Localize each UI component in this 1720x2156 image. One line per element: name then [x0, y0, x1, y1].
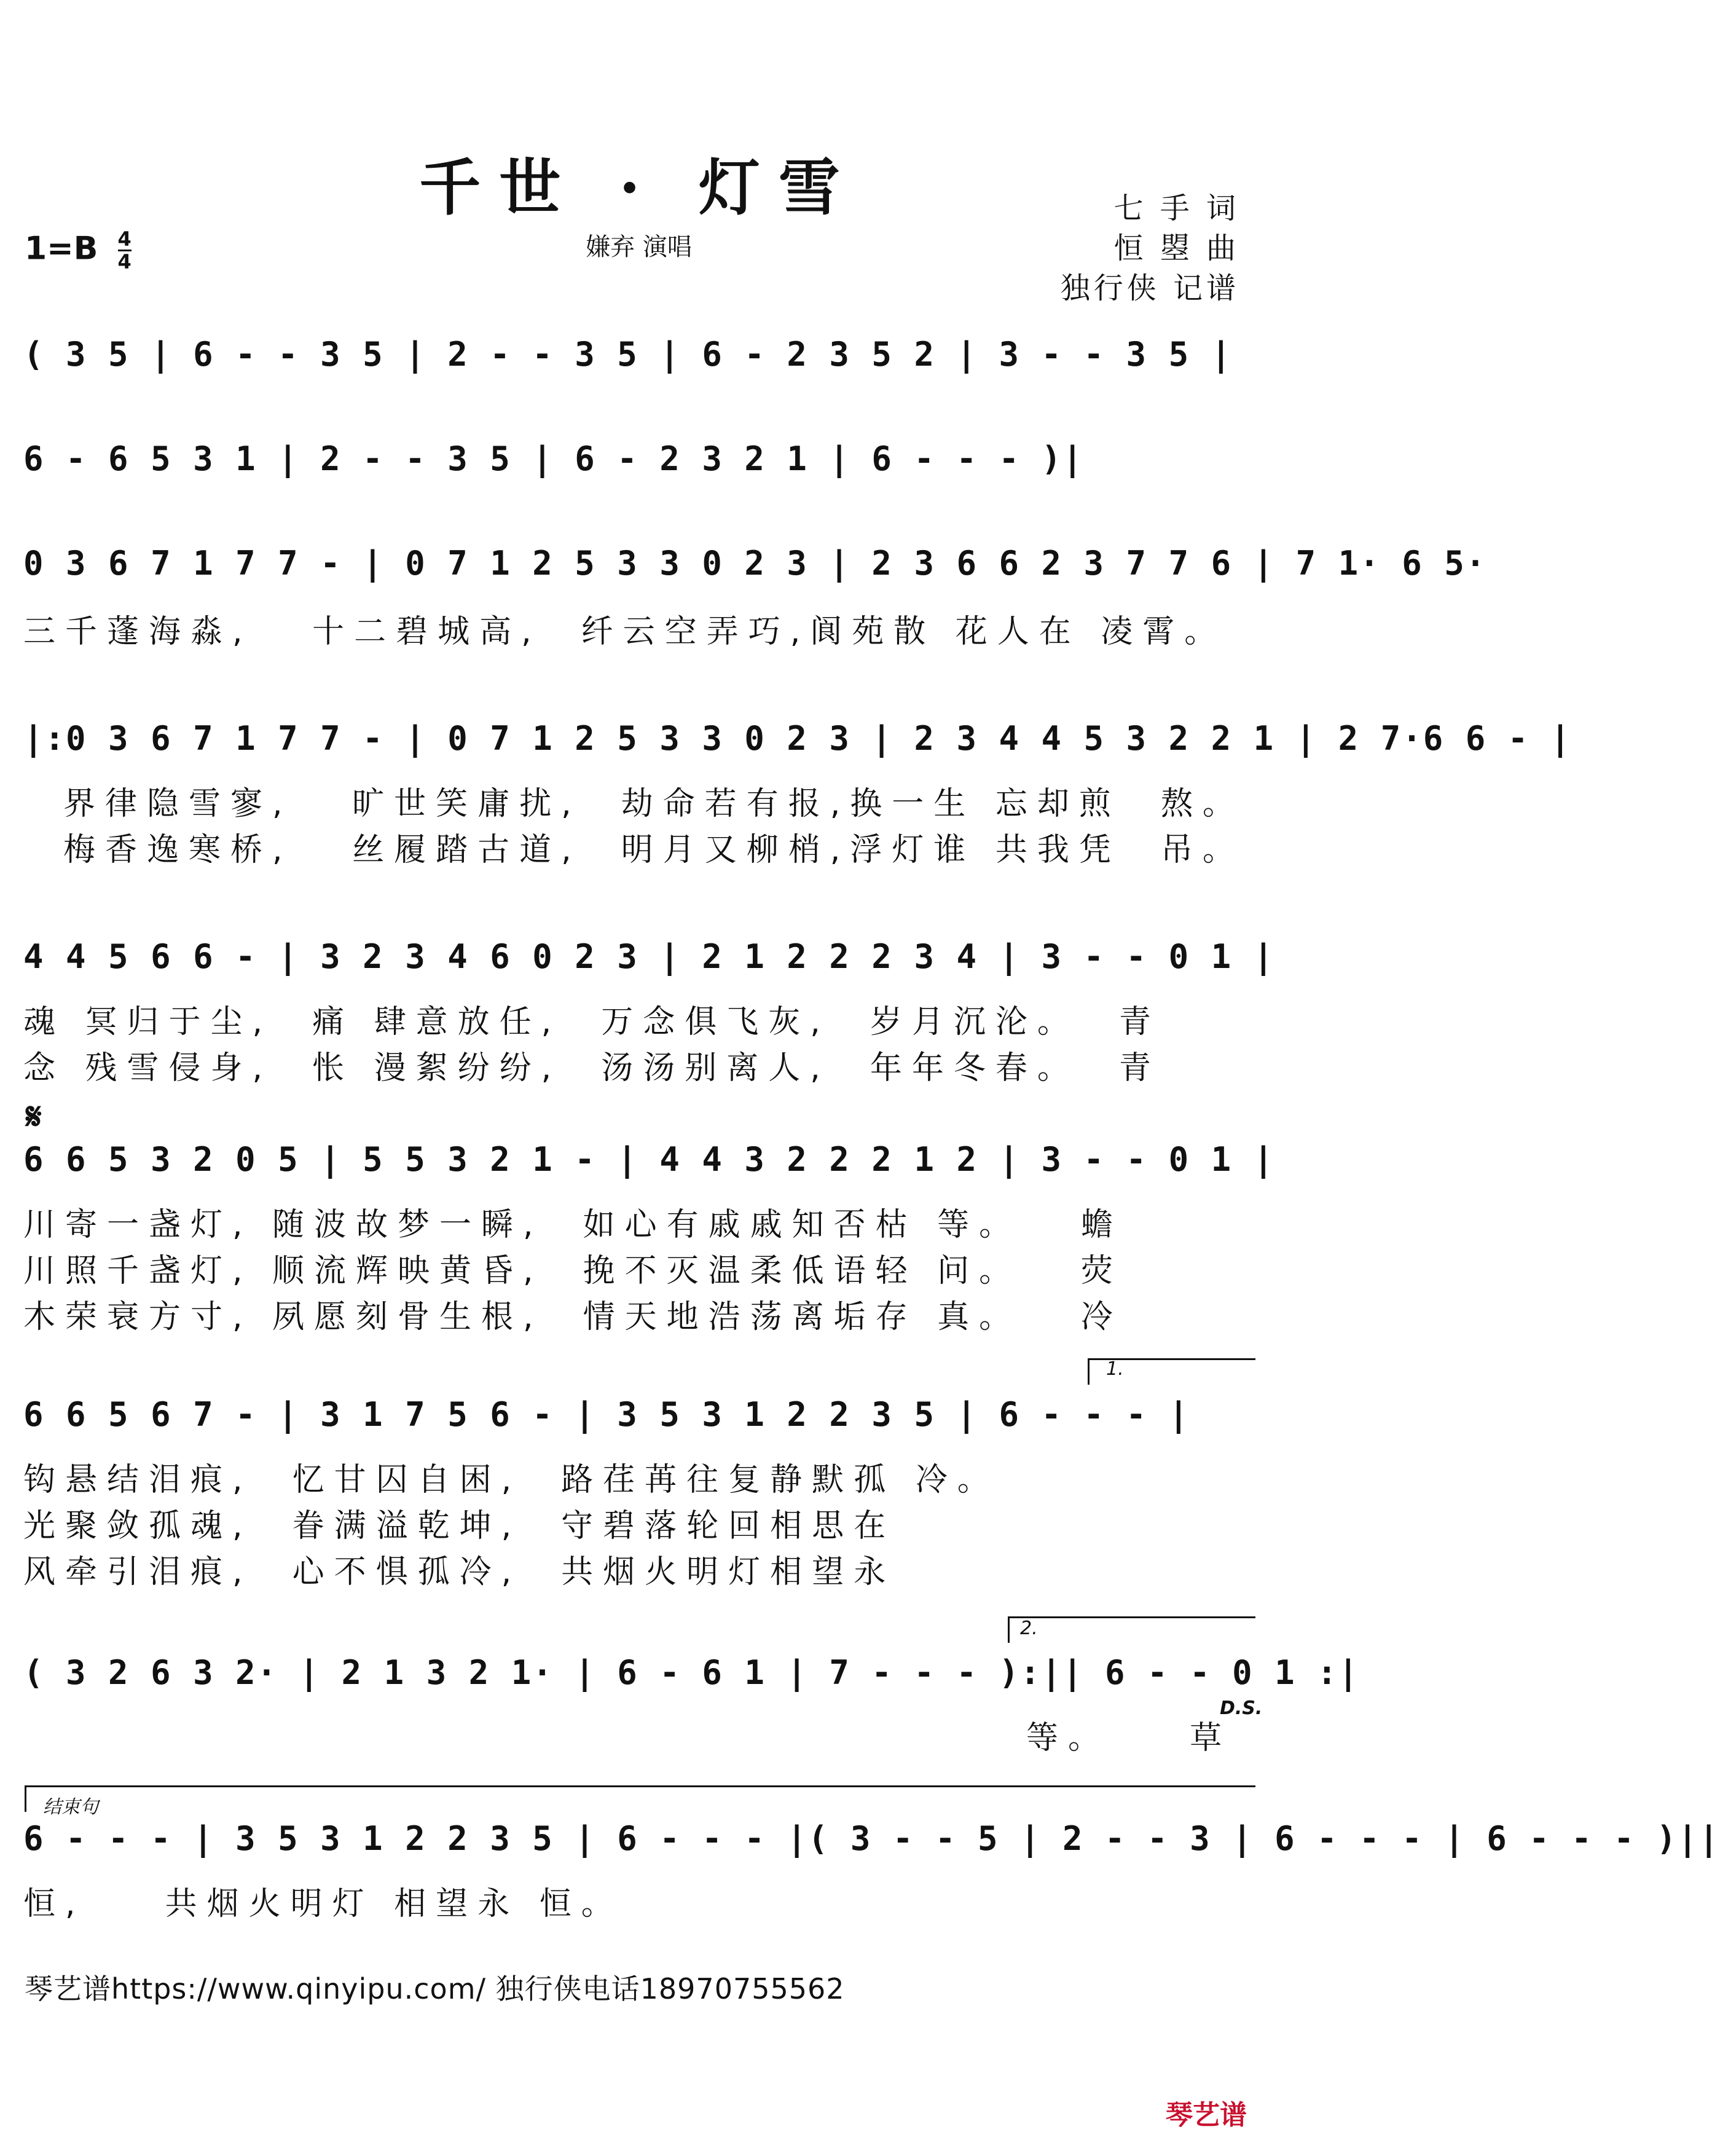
score-line-4: |:0 3 6 7 1 7 7 - | 0 7 1 2 5 3 3 0 2 3 | 2 3 4 4 5 3 2 2 1 | 2 7·6 6 - | — [23, 719, 1572, 758]
lyricist-credit: 七 手 词 — [1113, 191, 1239, 226]
lyric-line-3: 三千蓬海淼, 十二碧城高, 纤云空弄巧,阆苑散 花人在 凌霄。 — [23, 613, 1227, 650]
volta-1-label: 1. — [1106, 1358, 1124, 1380]
score-line-5: 4 4 5 6 6 - | 3 2 3 4 6 0 2 3 | 2 1 2 2 2 3 4 | 3 - - 0 1 | — [23, 937, 1275, 976]
score-line-8: ( 3 2 6 3 2· | 2 1 3 2 1· | 6 - 6 1 | 7 - - - ):|| 6 - - 0 1 :| — [23, 1653, 1360, 1692]
ending-label: 结束句 — [43, 1796, 98, 1818]
lyric-line-5b: 念 残雪侵身, 怅 漫絮纷纷, 汤汤别离人, 年年冬春。 青 — [23, 1050, 1161, 1087]
lyric-line-4a: 界律隐雪寥, 旷世笑庸扰, 劫命若有报,换一生 忘却煎 熬。 — [23, 785, 1244, 822]
lyric-line-9: 恒, 共烟火明灯 相望永 恒。 — [23, 1886, 623, 1922]
lyric-line-6c: 木荣衰方寸, 夙愿刻骨生根, 情天地浩荡离垢存 真。 冷 — [23, 1299, 1123, 1336]
score-line-2: 6 - 6 5 3 1 | 2 - - 3 5 | 6 - 2 3 2 1 | 6 - - - )| — [23, 439, 1084, 478]
site-logo: 琴艺谱 — [1166, 2099, 1247, 2131]
footer-text: 琴艺谱https://www.qinyipu.com/ 独行侠电话18970755562 — [25, 1972, 845, 2005]
singer-credit: 嫌弃 演唱 — [586, 233, 692, 261]
lyric-line-7c: 风牵引泪痕, 心不惧孤冷, 共烟火明灯相望永 — [23, 1554, 896, 1591]
time-top: 4 — [117, 227, 132, 251]
song-title: 千世 · 灯雪 — [419, 151, 858, 224]
lyric-line-8: 等。 草 — [1026, 1720, 1232, 1757]
dal-segno-mark: D.S. — [1220, 1698, 1263, 1719]
lyric-line-6b: 川照千盏灯, 顺流辉映黄昏, 挽不灭温柔低语轻 问。 荧 — [23, 1253, 1123, 1289]
lyric-line-7b: 光聚敛孤魂, 眷满溢乾坤, 守碧落轮回相思在 — [23, 1508, 896, 1544]
ending-bracket — [25, 1785, 1255, 1812]
segno-symbol: 𝄋 — [26, 1095, 42, 1138]
volta-2-label: 2. — [1020, 1618, 1038, 1639]
score-line-9: 6 - - - | 3 5 3 1 2 2 3 5 | 6 - - - |( 3 - - 5 | 2 - - 3 | 6 - - - | 6 - - - )|| — [23, 1819, 1720, 1858]
time-signature — [118, 229, 132, 272]
lyric-line-4b: 梅香逸寒桥, 丝履踏古道, 明月又柳梢,浮灯谁 共我凭 吊。 — [23, 832, 1244, 868]
score-line-3: 0 3 6 7 1 7 7 - | 0 7 1 2 5 3 3 0 2 3 | 2 3 6 6 2 3 7 7 6 | 7 1· 6 5· — [23, 544, 1487, 583]
transcriber-credit: 独行侠 记谱 — [1060, 271, 1239, 305]
lyric-line-6a: 川寄一盏灯, 随波故梦一瞬, 如心有戚戚知否枯 等。 蟾 — [23, 1206, 1123, 1243]
score-line-1: ( 3 5 | 6 - - 3 5 | 2 - - 3 5 | 6 - 2 3 5 2 | 3 - - 3 5 | — [23, 335, 1233, 374]
time-bottom: 4 — [117, 250, 132, 273]
score-line-6: 6 6 5 3 2 0 5 | 5 5 3 2 1 - | 4 4 3 2 2 2 1 2 | 3 - - 0 1 | — [23, 1140, 1275, 1179]
volta-bracket-2 — [1008, 1616, 1255, 1643]
lyric-line-7a: 钩悬结泪痕, 忆甘囚自困, 路荏苒往复静默孤 冷。 — [23, 1462, 999, 1498]
score-line-7: 6 6 5 6 7 - | 3 1 7 5 6 - | 3 5 3 1 2 2 3 5 | 6 - - - | — [23, 1395, 1190, 1434]
key-signature — [25, 229, 132, 272]
composer-credit: 恒 曌 曲 — [1113, 231, 1239, 266]
lyric-line-5a: 魂 冥归于尘, 痛 肆意放任, 万念俱飞灰, 岁月沉沦。 青 — [23, 1004, 1161, 1041]
key-label: 1=B — [25, 230, 98, 267]
